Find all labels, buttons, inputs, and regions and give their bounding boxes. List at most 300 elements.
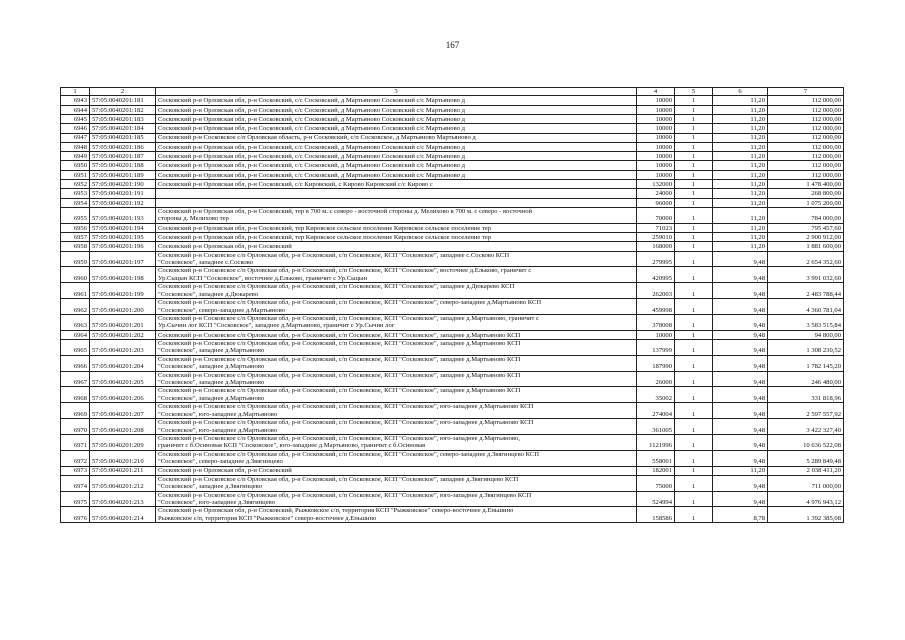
column-header-5: 5 — [675, 88, 713, 96]
rate-value: 9,48 — [713, 355, 768, 371]
cadastral-number: 57:05:0040201:200 — [90, 299, 156, 315]
cadastral-value: 3 583 515,84 — [768, 314, 844, 330]
description-line: Сосковский р-н Сосковское с/п Орловская обл, р-н Сосковский, с/п Сосковское, КСП "Сосковское", западнее с.Сосково КСП — [158, 251, 510, 259]
cadastral-number: 57:05:0040201:196 — [90, 242, 156, 251]
cadastral-value: 112 000,00 — [768, 105, 844, 114]
area-value: 168000 — [637, 242, 675, 251]
table-row — [61, 124, 844, 133]
share-value: 1 — [675, 267, 713, 283]
cadastral-value: 1 392 385,08 — [768, 507, 844, 523]
location-description — [156, 198, 637, 207]
area-value: 10000 — [637, 124, 675, 133]
cadastral-value: 2 654 352,60 — [768, 251, 844, 267]
table-row — [61, 207, 844, 223]
cadastral-value: 1 075 200,00 — [768, 198, 844, 207]
table-row — [61, 105, 844, 114]
cadastral-value: 3 422 327,40 — [768, 419, 844, 435]
row-number: 6975 — [61, 491, 90, 507]
location-description — [156, 189, 637, 198]
location-description — [156, 161, 637, 170]
location-description — [156, 180, 637, 189]
area-value: 158586 — [637, 507, 675, 523]
location-description — [156, 403, 637, 419]
rate-value: 9,48 — [713, 340, 768, 356]
share-value: 1 — [675, 314, 713, 330]
share-value: 1 — [675, 403, 713, 419]
location-description — [156, 96, 637, 105]
description-line: Сосковский р-н Сосковское с/п Орловская обл, р-н Сосковский, с/п Сосковское, КСП "Сосковское", юго-западнее д.Мартьяново КСП — [158, 419, 534, 427]
description-line: "Сосковское", западнее д.Дюкарево — [158, 290, 259, 298]
description-line: "Сосковское", юго-западнее д.Звягинцево — [158, 499, 275, 507]
row-number: 6945 — [61, 115, 90, 124]
cadastral-number: 57:05:0040201:195 — [90, 233, 156, 242]
table-row — [61, 251, 844, 267]
description-line: Сосковский р-н Сосковское с/п Орловская обл, р-н Сосковский, с/п Сосковское, КСП "Сосковское", юго-западнее д.Мартьяново, — [158, 434, 520, 442]
description-line: "Сосковское", западнее д.Мартьяново — [158, 363, 265, 371]
table-row — [61, 161, 844, 170]
rate-value: 11,20 — [713, 198, 768, 207]
table-body — [61, 96, 844, 523]
rate-value: 9,48 — [713, 403, 768, 419]
cadastral-value: 4 976 943,12 — [768, 491, 844, 507]
description-line: "Сосковское", северо-западнее д.Мартьяново — [158, 306, 285, 314]
row-number: 6951 — [61, 170, 90, 179]
location-description — [156, 371, 637, 387]
share-value: 1 — [675, 170, 713, 179]
table-row — [61, 133, 844, 142]
row-number: 6956 — [61, 223, 90, 232]
description-line: Сосковский р-н Орловская обл, р-н Сосковский, с/с Сосковский, д Мартьяново Сосковский с/с Мартьяново д — [158, 153, 465, 161]
row-number: 6961 — [61, 283, 90, 299]
share-value: 1 — [675, 96, 713, 105]
area-value: 132000 — [637, 180, 675, 189]
cadastral-value: 112 000,00 — [768, 152, 844, 161]
description-line: Сосковский р-н Орловская обл, р-н Сосковский, тер в 700 м. с северо - восточной стороны д. Мелихово в 700 м. с северо - восточной — [158, 207, 533, 215]
location-description — [156, 223, 637, 232]
row-number: 6974 — [61, 475, 90, 491]
cadastral-value: 10 636 522,08 — [768, 434, 844, 450]
rate-value: 11,20 — [713, 115, 768, 124]
cadastral-number: 57:05:0040201:198 — [90, 267, 156, 283]
cadastral-number: 57:05:0040201:186 — [90, 142, 156, 151]
share-value: 1 — [675, 223, 713, 232]
area-value: 187990 — [637, 355, 675, 371]
share-value: 1 — [675, 161, 713, 170]
cadastral-value: 112 000,00 — [768, 142, 844, 151]
table-row — [61, 283, 844, 299]
description-line: Сосковский р-н Орловская обл, р-н Сосковский, тер Кировское сельское поселение Кировское сельское поселение тер — [158, 224, 492, 232]
location-description — [156, 233, 637, 242]
row-number: 6946 — [61, 124, 90, 133]
table-row — [61, 419, 844, 435]
location-description — [156, 387, 637, 403]
rate-value: 11,20 — [713, 466, 768, 475]
row-number: 6969 — [61, 403, 90, 419]
table-row — [61, 314, 844, 330]
cadastral-value: 2 038 411,20 — [768, 466, 844, 475]
description-line: Сосковский р-н Орловская обл, р-н Сосковский, с/с Сосковский, д Мартьяново Сосковский с/с Мартьяново д — [158, 171, 465, 179]
cadastral-value: 5 289 849,48 — [768, 450, 844, 466]
location-description — [156, 105, 637, 114]
location-description — [156, 340, 637, 356]
row-number: 6964 — [61, 330, 90, 339]
area-value: 10000 — [637, 133, 675, 142]
share-value: 1 — [675, 242, 713, 251]
area-value: 10000 — [637, 142, 675, 151]
location-description — [156, 283, 637, 299]
location-description — [156, 475, 637, 491]
rate-value: 11,20 — [713, 242, 768, 251]
share-value: 1 — [675, 133, 713, 142]
row-number: 6952 — [61, 180, 90, 189]
area-value: 274004 — [637, 403, 675, 419]
location-description — [156, 450, 637, 466]
description-line: Сосковский р-н Орловская обл, р-н Сосковский, с/с Сосковский, д Мартьяново Сосковский с/с Мартьяново д — [158, 115, 465, 123]
location-description — [156, 434, 637, 450]
description-line: "Сосковское", западнее д.Мартьяново — [158, 347, 265, 355]
share-value: 1 — [675, 355, 713, 371]
rate-value: 11,20 — [713, 96, 768, 105]
table-row — [61, 180, 844, 189]
cadastral-value: 94 800,00 — [768, 330, 844, 339]
table-row — [61, 152, 844, 161]
table-row — [61, 267, 844, 283]
column-header-4: 4 — [637, 88, 675, 96]
row-number: 6976 — [61, 507, 90, 523]
row-number: 6959 — [61, 251, 90, 267]
row-number: 6958 — [61, 242, 90, 251]
rate-value: 11,20 — [713, 223, 768, 232]
location-description — [156, 207, 637, 223]
share-value: 1 — [675, 105, 713, 114]
table-row — [61, 340, 844, 356]
description-line: "Сосковское", западнее д.Звягинцево — [158, 483, 263, 491]
table-row — [61, 198, 844, 207]
cadastral-value: 1 782 145,20 — [768, 355, 844, 371]
description-line: Сосковский р-н Орловская обл, р-н Сосковский, с/с Кировский, с Кирово Кировский с/с Кирово с — [158, 180, 433, 188]
cadastral-number: 57:05:0040201:192 — [90, 198, 156, 207]
row-number: 6943 — [61, 96, 90, 105]
rate-value: 9,48 — [713, 475, 768, 491]
location-description — [156, 507, 637, 523]
cadastral-value: 4 360 781,04 — [768, 299, 844, 315]
row-number: 6944 — [61, 105, 90, 114]
cadastral-value: 112 000,00 — [768, 170, 844, 179]
area-value: 24000 — [637, 189, 675, 198]
cadastral-number: 57:05:0040201:182 — [90, 105, 156, 114]
area-value: 26000 — [637, 371, 675, 387]
description-line: стороны д. Мелихово тер — [158, 215, 229, 223]
description-line: Сосковский р-н Сосковское с/п Орловская обл, р-н Сосковский, с/п Сосковское, КСП "Сосковское", восточнее д.Ельково, граничит с — [158, 267, 532, 275]
share-value: 1 — [675, 387, 713, 403]
share-value: 1 — [675, 152, 713, 161]
description-line: "Сосковское", юго-западнее д.Мартьяново — [158, 426, 278, 434]
table-row — [61, 371, 844, 387]
share-value: 1 — [675, 491, 713, 507]
row-number: 6972 — [61, 450, 90, 466]
row-number: 6962 — [61, 299, 90, 315]
column-header-2: 2 — [90, 88, 156, 96]
row-number: 6960 — [61, 267, 90, 283]
location-description — [156, 170, 637, 179]
description-line: Сосковский р-н Сосковское с/п Орловская обл, р-н Сосковский, с/п Сосковское, КСП "Сосковское", северо-западнее д.Звягинцево КСП — [158, 450, 539, 458]
cadastral-value: 112 000,00 — [768, 161, 844, 170]
cadastral-number: 57:05:0040201:197 — [90, 251, 156, 267]
cadastral-number: 57:05:0040201:214 — [90, 507, 156, 523]
area-value: 75000 — [637, 475, 675, 491]
cadastral-number: 57:05:0040201:209 — [90, 434, 156, 450]
description-line: Сосковский р-н Орловская обл, р-н Сосковский — [158, 467, 292, 475]
description-line: Сосковский р-н Орловская обл, р-н Сосковский, с/с Сосковский, д Мартьяново Сосковский с/с Мартьяново д — [158, 125, 465, 133]
rate-value: 11,20 — [713, 105, 768, 114]
cadastral-number: 57:05:0040201:211 — [90, 466, 156, 475]
table-row — [61, 355, 844, 371]
row-number: 6948 — [61, 142, 90, 151]
cadastral-number: 57:05:0040201:183 — [90, 115, 156, 124]
area-value: 10000 — [637, 330, 675, 339]
location-description — [156, 466, 637, 475]
location-description — [156, 251, 637, 267]
cadastral-value: 1 478 400,00 — [768, 180, 844, 189]
description-line: Сосковский р-н Сосковское с/п Орловская обл, р-н Сосковский, с/п Сосковское, КСП "Сосковское", западнее д.Мартьяново КСП — [158, 371, 521, 379]
share-value: 1 — [675, 124, 713, 133]
rate-value: 9,48 — [713, 251, 768, 267]
location-description — [156, 419, 637, 435]
rate-value: 9,48 — [713, 299, 768, 315]
cadastral-value: 331 818,96 — [768, 387, 844, 403]
page-number: 167 — [445, 40, 460, 50]
description-line: Сосковский р-н Сосковское с/п Орловская обл, р-н Сосковский, с/п Сосковское, КСП "Сосковское", западнее д.Дюкарево КСП — [158, 283, 515, 291]
rate-value: 9,48 — [713, 450, 768, 466]
description-line: Сосковский р-н Сосковское с/п Орловская обл, р-н Сосковский, с/п Сосковское, КСП "Сосковское", юго-западнее д.Звягинцево КСП — [158, 491, 532, 499]
location-description — [156, 491, 637, 507]
rate-value: 9,48 — [713, 314, 768, 330]
location-description — [156, 355, 637, 371]
cadastral-number: 57:05:0040201:201 — [90, 314, 156, 330]
cadastral-value: 1 881 600,00 — [768, 242, 844, 251]
area-value: 10000 — [637, 161, 675, 170]
share-value: 1 — [675, 142, 713, 151]
description-line: "Сосковское", юго-западнее д.Мартьяново — [158, 410, 278, 418]
row-number: 6973 — [61, 466, 90, 475]
description-line: Сосковский р-н Орловская обл, р-н Сосковский, Рыжковское с/п, территория КСП "Рыжковское" северо-восточнее д.Еньшино — [158, 507, 514, 515]
cadastral-number: 57:05:0040201:206 — [90, 387, 156, 403]
cadastral-value: 112 000,00 — [768, 115, 844, 124]
table-row — [61, 434, 844, 450]
description-line: Сосковский р-н Сосковское с/п Орловская обл, р-н Сосковский, с/п Сосковское, КСП "Сосковское", западнее д.Мартьяново, граничит с — [158, 314, 539, 322]
column-header-3: 3 — [156, 88, 637, 96]
rate-value: 11,20 — [713, 161, 768, 170]
area-value: 137999 — [637, 340, 675, 356]
description-line: Сосковский р-н Орловская обл, р-н Сосковский, с/с Сосковский, д Мартьяново Сосковский с/с Мартьяново д — [158, 143, 465, 151]
row-number: 6953 — [61, 189, 90, 198]
area-value: 279995 — [637, 251, 675, 267]
description-line: Сосковский р-н Орловская обл, р-н Сосковский — [158, 243, 292, 251]
rate-value: 11,20 — [713, 233, 768, 242]
area-value: 1121996 — [637, 434, 675, 450]
table-row — [61, 491, 844, 507]
area-value: 182001 — [637, 466, 675, 475]
cadastral-value: 2 483 788,44 — [768, 283, 844, 299]
share-value: 1 — [675, 207, 713, 223]
description-line: Сосковский р-н Сосковское с/п Орловская обл, р-н Сосковский, с/п Сосковское, КСП "Сосковское", юго-западнее д.Мартьяново КСП — [158, 403, 534, 411]
area-value: 459998 — [637, 299, 675, 315]
table-row — [61, 403, 844, 419]
cadastral-number: 57:05:0040201:203 — [90, 340, 156, 356]
table-row — [61, 142, 844, 151]
cadastral-value: 784 000,00 — [768, 207, 844, 223]
cadastral-value: 711 000,00 — [768, 475, 844, 491]
area-value: 558001 — [637, 450, 675, 466]
cadastral-value: 112 000,00 — [768, 133, 844, 142]
cadastral-number: 57:05:0040201:202 — [90, 330, 156, 339]
share-value: 1 — [675, 434, 713, 450]
rate-value: 11,20 — [713, 170, 768, 179]
table-row — [61, 233, 844, 242]
area-value: 259010 — [637, 233, 675, 242]
cadastral-number: 57:05:0040201:207 — [90, 403, 156, 419]
rate-value: 9,48 — [713, 387, 768, 403]
row-number: 6947 — [61, 133, 90, 142]
rate-value: 11,20 — [713, 133, 768, 142]
area-value: 10000 — [637, 105, 675, 114]
description-line: "Сосковское", северо-западнее д.Звягинцево — [158, 458, 283, 466]
row-number: 6955 — [61, 207, 90, 223]
description-line: Сосковский р-н Сосковское с/п Орловская обл, р-н Сосковский, с/п Сосковское, КСП "Сосковское", западнее д.Мартьяново КСП — [158, 387, 521, 395]
column-header-1: 1 — [61, 88, 90, 96]
description-line: Сосковский р-н Сосковское с/п Орловская область, р-н Сосковский, с/п Сосковское, д Мартьяново Мартьяново д — [158, 134, 476, 142]
area-value: 524994 — [637, 491, 675, 507]
table-row — [61, 299, 844, 315]
cadastral-number: 57:05:0040201:205 — [90, 371, 156, 387]
cadastral-number: 57:05:0040201:208 — [90, 419, 156, 435]
cadastral-value: 1 308 230,52 — [768, 340, 844, 356]
area-value: 378008 — [637, 314, 675, 330]
rate-value: 9,48 — [713, 283, 768, 299]
area-value: 420995 — [637, 267, 675, 283]
table-row — [61, 330, 844, 339]
description-line: Ур.Сыцын КСП "Сосковское", восточнее д.Ельково, граничит с Ур.Сыцын — [158, 274, 368, 282]
share-value: 1 — [675, 189, 713, 198]
location-description — [156, 142, 637, 151]
rate-value: 9,48 — [713, 267, 768, 283]
cadastral-number: 57:05:0040201:199 — [90, 283, 156, 299]
area-value: 10000 — [637, 96, 675, 105]
description-line: Сосковский р-н Сосковское с/п Орловская обл, р-н Сосковский, с/п Сосковское, КСП "Сосковское", западнее д.Мартьяново КСП — [158, 331, 521, 339]
rate-value: 8,78 — [713, 507, 768, 523]
cadastral-number: 57:05:0040201:210 — [90, 450, 156, 466]
location-description — [156, 242, 637, 251]
share-value: 1 — [675, 507, 713, 523]
table-row — [61, 466, 844, 475]
description-line: "Сосковское", западнее с.Сосково — [158, 259, 253, 267]
rate-value: 9,48 — [713, 491, 768, 507]
table-row — [61, 96, 844, 105]
location-description — [156, 124, 637, 133]
share-value: 1 — [675, 115, 713, 124]
description-line: Сосковский р-н Сосковское с/п Орловская обл, р-н Сосковский, с/п Сосковское, КСП "Сосковское", западнее д.Мартьяново КСП — [158, 340, 521, 348]
rate-value: 11,20 — [713, 180, 768, 189]
location-description — [156, 299, 637, 315]
row-number: 6967 — [61, 371, 90, 387]
rate-value: 9,48 — [713, 330, 768, 339]
cadastral-number: 57:05:0040201:193 — [90, 207, 156, 223]
share-value: 1 — [675, 330, 713, 339]
cadastral-number: 57:05:0040201:181 — [90, 96, 156, 105]
description-line: Сосковский р-н Сосковское с/п Орловская обл, р-н Сосковский, с/п Сосковское, КСП "Сосковское", западнее д.Звягинцево КСП — [158, 475, 519, 483]
cadastral-value: 2 597 557,92 — [768, 403, 844, 419]
cadastral-value: 2 900 912,00 — [768, 233, 844, 242]
table-row — [61, 475, 844, 491]
share-value: 1 — [675, 466, 713, 475]
area-value: 70000 — [637, 207, 675, 223]
share-value: 1 — [675, 180, 713, 189]
share-value: 1 — [675, 198, 713, 207]
description-line: Сосковский р-н Орловская обл, р-н Сосковский, с/с Сосковский, д Мартьяново Сосковский с/с Мартьяново д — [158, 162, 465, 170]
description-line: Сосковский р-н Орловская обл, р-н Сосковский, с/с Сосковский, д Мартьяново Сосковский с/с Мартьяново д — [158, 97, 465, 105]
share-value: 1 — [675, 299, 713, 315]
location-description — [156, 115, 637, 124]
table-row — [61, 189, 844, 198]
description-line: Сосковский р-н Сосковское с/п Орловская обл, р-н Сосковский, с/п Сосковское, КСП "Сосковское", западнее д.Мартьяново КСП — [158, 355, 521, 363]
description-line: Сосковский р-н Сосковское с/п Орловская обл, р-н Сосковский, с/п Сосковское, КСП "Сосковское", северо-западнее д.Мартьяново КСП — [158, 299, 542, 307]
area-value: 10000 — [637, 152, 675, 161]
area-value: 96000 — [637, 198, 675, 207]
location-description — [156, 152, 637, 161]
rate-value: 9,48 — [713, 419, 768, 435]
description-line: граничит с б.Осиновая КСП "Сосковское", юго-западнее д.Мартьяново, граничит с б.Осиновая — [158, 442, 426, 450]
cadastral-value-table — [60, 87, 844, 523]
table-row — [61, 115, 844, 124]
cadastral-value: 246 480,00 — [768, 371, 844, 387]
cadastral-number: 57:05:0040201:189 — [90, 170, 156, 179]
share-value: 1 — [675, 283, 713, 299]
cadastral-number: 57:05:0040201:188 — [90, 161, 156, 170]
row-number: 6965 — [61, 340, 90, 356]
table-row — [61, 223, 844, 232]
rate-value: 11,20 — [713, 142, 768, 151]
table-row — [61, 242, 844, 251]
cadastral-value: 112 000,00 — [768, 124, 844, 133]
cadastral-number: 57:05:0040201:185 — [90, 133, 156, 142]
rate-value: 11,20 — [713, 124, 768, 133]
location-description — [156, 267, 637, 283]
table-row — [61, 507, 844, 523]
header-row — [61, 88, 844, 96]
share-value: 1 — [675, 340, 713, 356]
rate-value: 9,48 — [713, 434, 768, 450]
description-line: "Сосковское", западнее д.Мартьяново — [158, 394, 265, 402]
cadastral-number: 57:05:0040201:194 — [90, 223, 156, 232]
share-value: 1 — [675, 450, 713, 466]
share-value: 1 — [675, 371, 713, 387]
location-description — [156, 314, 637, 330]
row-number: 6950 — [61, 161, 90, 170]
cadastral-number: 57:05:0040201:187 — [90, 152, 156, 161]
row-number: 6968 — [61, 387, 90, 403]
location-description — [156, 330, 637, 339]
description-line: Сосковский р-н Орловская обл, р-н Сосковский, с/с Сосковский, д Мартьяново Сосковский с/с Мартьяново д — [158, 106, 465, 114]
rate-value: 11,20 — [713, 207, 768, 223]
table-row — [61, 450, 844, 466]
cadastral-number: 57:05:0040201:204 — [90, 355, 156, 371]
row-number: 6957 — [61, 233, 90, 242]
share-value: 1 — [675, 251, 713, 267]
row-number: 6954 — [61, 198, 90, 207]
description-line: "Сосковское", западнее д.Мартьяново — [158, 379, 265, 387]
area-value: 361005 — [637, 419, 675, 435]
column-header-7: 7 — [768, 88, 844, 96]
